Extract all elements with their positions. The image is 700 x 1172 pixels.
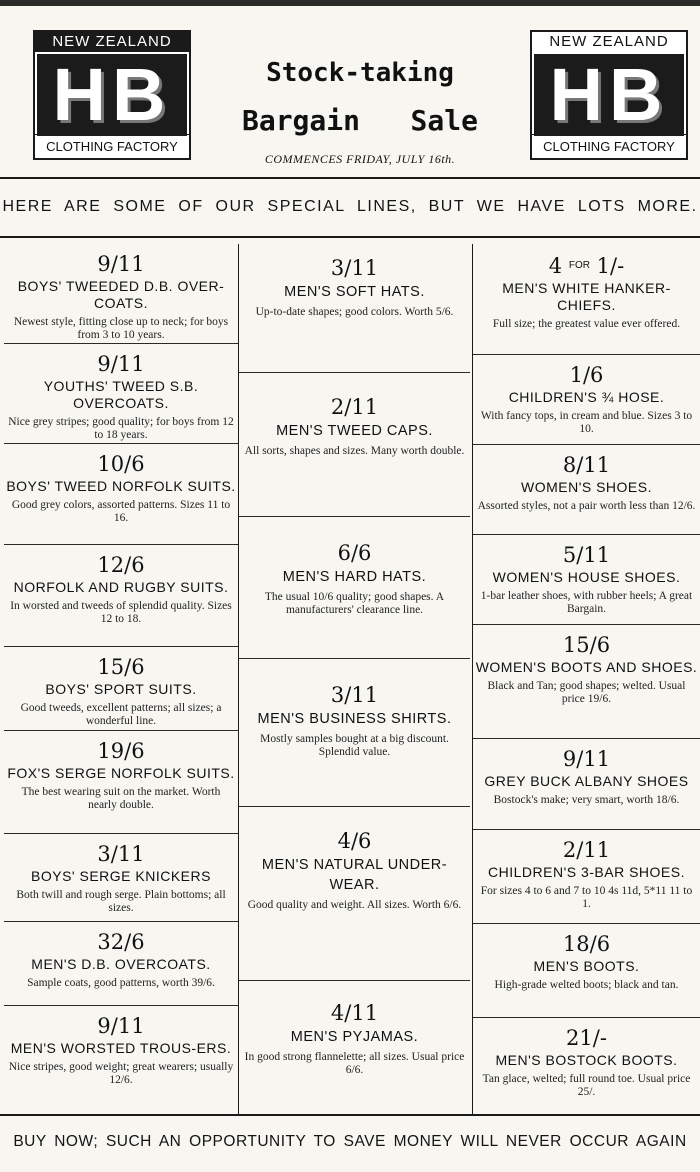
item-price: 19/6 xyxy=(97,739,145,763)
item-name: WOMEN'S BOOTS AND SHOES. xyxy=(475,659,698,675)
item-name: NORFOLK AND RUGBY SUITS. xyxy=(13,579,229,595)
footer-slogan: BUY NOW; SUCH AN OPPORTUNITY TO SAVE MONEY WILL NEVER OCCUR AGAIN xyxy=(13,1133,687,1150)
item-name: GREY BUCK ALBANY SHOES xyxy=(484,773,689,789)
list-item xyxy=(4,921,238,990)
item-description: Up-to-date shapes; good colors. Worth 5/6. xyxy=(255,306,454,318)
item-name: CHILDREN'S 3-BAR SHOES. xyxy=(488,864,685,880)
hb-logo-right xyxy=(530,30,688,160)
item-description: Sample coats, good patterns, worth 39/6. xyxy=(27,977,215,989)
list-item xyxy=(473,444,700,513)
item-description: The usual 10/6 quality; good shapes. A manufacturers' clearance line. xyxy=(264,591,445,616)
logo-factory: CLOTHING FACTORY xyxy=(35,134,189,158)
list-item xyxy=(239,516,470,617)
item-price-amount: 1/- xyxy=(596,254,625,278)
item-description: Newest style, fitting close up to neck; for boys from 3 to 10 years. xyxy=(13,316,229,341)
ad-title-line2: Bargain Sale xyxy=(241,104,478,137)
item-price-count: 4 xyxy=(548,254,563,278)
item-description: Tan glace, welted; full round toe. Usual price 25/. xyxy=(482,1073,691,1098)
item-name: BOYS' SERGE KNICKERS xyxy=(31,868,211,884)
item-name: MEN'S BOOTS. xyxy=(533,958,640,974)
item-description: Good tweeds, excellent patterns; all sizes; a wonderful line. xyxy=(20,702,222,727)
item-description: Mostly samples bought at a big discount. Splendid value. xyxy=(260,733,449,758)
item-name: MEN'S D.B. OVERCOATS. xyxy=(31,956,211,972)
list-item xyxy=(239,806,470,912)
item-description: Good grey colors, assorted patterns. Sizes 11 to 16. xyxy=(11,499,231,524)
item-description: For sizes 4 to 6 and 7 to 10 4s 11d, 5*11 11 to 1. xyxy=(480,885,693,910)
item-price: 6/6 xyxy=(337,541,372,565)
item-description: Nice grey stripes; good quality; for boys from 12 to 18 years. xyxy=(8,416,234,441)
logo-brand: NEW ZEALAND xyxy=(549,33,669,50)
intro-divider xyxy=(0,236,700,238)
item-name: MEN'S PYJAMAS. xyxy=(290,1029,419,1045)
item-price: 3/11 xyxy=(330,256,379,280)
item-description: Bostock's make; very smart, worth 18/6. xyxy=(493,794,680,806)
item-name: CHILDREN'S ¾ HOSE. xyxy=(508,389,665,405)
item-description: Full size; the greatest value ever offered. xyxy=(492,318,681,330)
list-item xyxy=(239,980,470,1077)
item-price: 3/11 xyxy=(97,842,145,866)
item-name: MEN'S BUSINESS SHIRTS. xyxy=(257,711,452,727)
item-price: 1/6 xyxy=(569,363,604,387)
sale-start-date: COMMENCES FRIDAY, JULY 16th. xyxy=(264,152,456,166)
item-description: Assorted styles, not a pair worth less than 12/6. xyxy=(477,500,696,512)
hb-logo-left xyxy=(33,30,191,160)
item-price: 9/11 xyxy=(97,352,145,376)
header-divider xyxy=(0,177,700,179)
logo-factory: CLOTHING FACTORY xyxy=(532,134,686,158)
list-item xyxy=(4,343,238,442)
logo-mark: HB xyxy=(534,54,684,136)
logo-mark: HB xyxy=(37,54,187,136)
list-item xyxy=(239,658,470,759)
item-description: Both twill and rough serge. Plain bottoms; all sizes. xyxy=(16,889,226,914)
list-item xyxy=(4,646,238,728)
column-left xyxy=(4,244,238,1114)
list-item xyxy=(4,1005,238,1087)
list-item xyxy=(4,443,238,525)
item-name: BOYS' TWEED NORFOLK SUITS. xyxy=(6,478,236,494)
item-name: MEN'S NATURAL UNDER-WEAR. xyxy=(261,857,448,893)
ad-title-line1: Stock-taking xyxy=(266,58,454,88)
item-description: Black and Tan; good shapes; welted. Usual price 19/6. xyxy=(487,680,686,705)
column-middle xyxy=(238,244,470,1114)
item-price: 32/6 xyxy=(97,930,145,954)
item-name: BOYS' TWEEDED D.B. OVER-COATS. xyxy=(17,278,225,311)
item-description: Nice stripes, good weight; great wearers; usually 12/6. xyxy=(8,1061,234,1086)
list-item xyxy=(4,833,238,915)
item-price: 15/6 xyxy=(97,655,145,679)
item-price: 9/11 xyxy=(562,747,611,771)
item-name: MEN'S WORSTED TROUS-ERS. xyxy=(10,1040,232,1056)
item-description: With fancy tops, in cream and blue. Sizes 3 to 10. xyxy=(480,410,693,435)
item-description: All sorts, shapes and sizes. Many worth double. xyxy=(244,445,465,457)
list-item xyxy=(473,829,700,911)
list-item xyxy=(4,252,238,342)
item-price: 2/11 xyxy=(330,395,379,419)
item-description: In good strong flannelette; all sizes. Usual price 6/6. xyxy=(244,1051,465,1076)
item-price: 3/11 xyxy=(330,683,379,707)
item-name: MEN'S BOSTOCK BOOTS. xyxy=(495,1052,678,1068)
item-name: FOX'S SERGE NORFOLK SUITS. xyxy=(7,765,235,781)
item-name: WOMEN'S SHOES. xyxy=(520,479,653,495)
intro-line: HERE ARE SOME OF OUR SPECIAL LINES, BUT WE HAVE LOTS MORE. xyxy=(2,198,698,215)
item-name: BOYS' SPORT SUITS. xyxy=(45,681,197,697)
item-price: 15/6 xyxy=(562,633,611,657)
item-name: MEN'S TWEED CAPS. xyxy=(276,423,433,439)
item-name: MEN'S HARD HATS. xyxy=(282,569,427,585)
item-name: YOUTHS' TWEED S.B. OVERCOATS. xyxy=(43,378,199,411)
item-price: 4/11 xyxy=(330,1001,379,1025)
footer-divider xyxy=(0,1114,700,1116)
list-item xyxy=(4,544,238,626)
item-price: 21/- xyxy=(566,1026,607,1050)
list-item xyxy=(239,372,470,458)
item-description: High-grade welted boots; black and tan. xyxy=(494,979,679,991)
item-name: MEN'S SOFT HATS. xyxy=(284,284,425,300)
item-price: 4/6 xyxy=(337,829,372,853)
item-price: 8/11 xyxy=(562,453,611,477)
item-price xyxy=(475,254,698,278)
item-description: In worsted and tweeds of splendid quality. Sizes 12 to 18. xyxy=(10,600,232,625)
item-price: 5/11 xyxy=(562,543,611,567)
list-item xyxy=(239,256,470,319)
logo-brand: NEW ZEALAND xyxy=(35,32,189,52)
item-description: 1-bar leather shoes, with rubber heels; A great Bargain. xyxy=(480,590,693,615)
list-item xyxy=(473,923,700,992)
list-item xyxy=(473,1017,700,1099)
item-description: Good quality and weight. All sizes. Worth 6/6. xyxy=(247,899,462,911)
column-right xyxy=(472,244,700,1114)
item-price: 12/6 xyxy=(97,553,145,577)
list-item xyxy=(473,534,700,616)
item-price: 9/11 xyxy=(97,252,145,276)
item-price: 2/11 xyxy=(562,838,611,862)
item-name: WOMEN'S HOUSE SHOES. xyxy=(492,569,681,585)
list-item xyxy=(4,730,238,812)
item-price: 10/6 xyxy=(97,452,145,476)
list-item xyxy=(473,354,700,436)
item-name: MEN'S WHITE HANKER-CHIEFS. xyxy=(502,280,671,313)
list-item xyxy=(473,254,700,331)
item-price-for: FOR xyxy=(568,260,590,271)
item-price: 18/6 xyxy=(562,932,611,956)
item-description: The best wearing suit on the market. Worth nearly double. xyxy=(21,786,221,811)
ad-header xyxy=(0,0,700,178)
item-price: 9/11 xyxy=(97,1014,145,1038)
list-item xyxy=(473,624,700,706)
list-item xyxy=(473,738,700,807)
